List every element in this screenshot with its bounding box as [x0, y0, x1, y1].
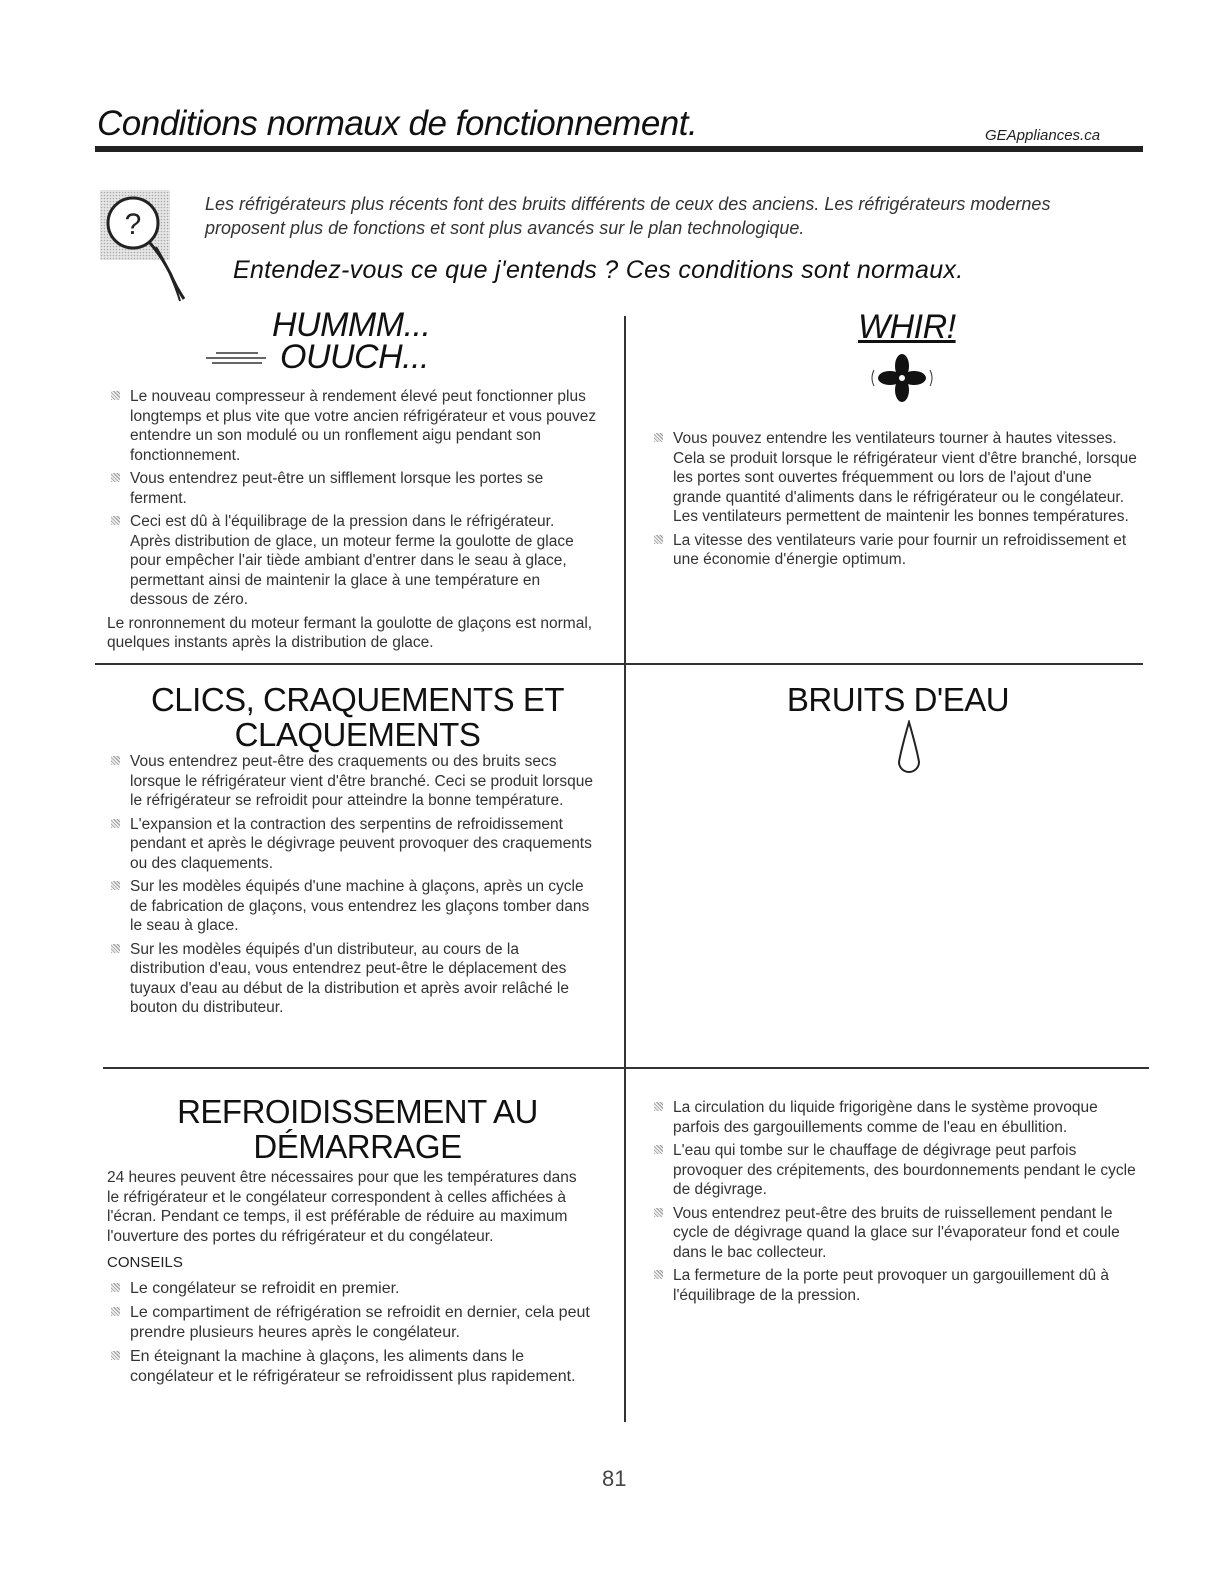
eau-section — [650, 1098, 1142, 1309]
list-item: Vous pouvez entendre les ventilateurs tourner à hautes vitesses. Cela se produit lorsque le réfrigérateur vient d'être branché, lorsque les portes sont ouvertes fréquemment ou lors de l'ajout d'une grande quantité d'aliments dans le réfrigérateur ou le congélateur. Les ventilateurs permettent de maintenir les bonnes températures. — [650, 429, 1142, 527]
ouuch-title: OUUCH... — [280, 338, 429, 376]
list-item: Vous entendrez peut-être des bruits de ruissellement pendant le cycle de dégivrage quand la glace sur l'évaporateur fond et coule dans le bac collecteur. — [650, 1204, 1142, 1263]
humm-section — [107, 387, 597, 653]
intro-text: Les réfrigérateurs plus récents font des bruits différents de ceux des anciens. Les réfrigérateurs modernes proposent plus de fonctions et sont plus avancés sur le plan technologique. — [205, 194, 1051, 238]
list-item: La fermeture de la porte peut provoquer un gargouillement dû à l'équilibrage de la pression. — [650, 1266, 1142, 1305]
list-item: Ceci est dû à l'équilibrage de la pression dans le réfrigérateur. Après distribution de glace, un moteur ferme la goulotte de glace pour empêcher l'air tiède ambiant d'entrer dans le seau à glace, permettant ainsi de maintenir la glace à une température en dessous de zéro. — [107, 512, 597, 610]
vibration-lines-icon — [206, 350, 266, 366]
svg-text:?: ? — [124, 208, 142, 241]
list-item: Vous entendrez peut-être un sifflement lorsque les portes se ferment. — [107, 469, 597, 508]
page-number: 81 — [602, 1466, 627, 1491]
fan-icon — [866, 350, 938, 406]
header-rule — [95, 146, 1143, 152]
page-title: Conditions normaux de fonctionnement. — [97, 104, 698, 143]
list-item: La vitesse des ventilateurs varie pour fournir un refroidissement et une économie d'énergie optimum. — [650, 531, 1142, 570]
question-mark-ear-icon — [100, 185, 200, 305]
site-url: GEAppliances.ca — [985, 127, 1101, 144]
refroid-text: 24 heures peuvent être nécessaires pour que les températures dans le réfrigérateur et le congélateur correspondent à celles affichées à l'écran. Pendant ce temps, il est préférable de réduire au maximum l'ouverture des portes du réfrigérateur et du congélateur. — [107, 1169, 577, 1245]
row-divider-2 — [103, 1067, 1149, 1069]
water-drop-icon — [895, 720, 923, 780]
list-item: Sur les modèles équipés d'un distributeur, au cours de la distribution d'eau, vous entendrez peut-être le déplacement des tuyaux d'eau au début de la distribution et après avoir relâché le bouton du distributeur. — [107, 940, 597, 1018]
eau-title: BRUITS D'EAU — [786, 681, 1010, 718]
list-item: L'eau qui tombe sur le chauffage de dégivrage peut parfois provoquer des crépitements, des bourdonnements pendant le cycle de dégivrage. — [650, 1141, 1142, 1200]
list-item: Sur les modèles équipés d'une machine à glaçons, après un cycle de fabrication de glaçons, vous entendrez les glaçons tomber dans le seau à glace. — [107, 877, 597, 936]
list-item: Vous entendrez peut-être des craquements ou des bruits secs lorsque le réfrigérateur vient d'être branché. Ceci se produit lorsque le réfrigérateur se refroidit pour atteindre la bonne température. — [107, 752, 597, 811]
humm-title: HUMMM... — [272, 306, 431, 344]
conseils-label: CONSEILS — [107, 1254, 183, 1271]
clics-title: CLICS, CRAQUEMENTS ET CLAQUEMENTS — [150, 681, 565, 753]
list-item: En éteignant la machine à glaçons, les aliments dans le congélateur et le réfrigérateur se refroidissent plus rapidement. — [107, 1347, 592, 1387]
refroid-title: REFROIDISSEMENT AU DÉMARRAGE — [177, 1093, 538, 1165]
tagline: Entendez-vous ce que j'entends ? Ces conditions sont normaux. — [233, 256, 964, 284]
row-divider-1 — [95, 663, 1143, 665]
list-item: L'expansion et la contraction des serpentins de refroidissement pendant et après le dégivrage peuvent provoquer des craquements ou des claquements. — [107, 815, 597, 874]
list-item: La circulation du liquide frigorigène dans le système provoque parfois des gargouillements comme de l'eau en ébullition. — [650, 1098, 1142, 1137]
column-divider — [624, 316, 626, 1422]
humm-note: Le ronronnement du moteur fermant la goulotte de glaçons est normal, quelques instants après la distribution de glace. — [107, 614, 593, 651]
whir-title: WHIR! — [858, 308, 956, 346]
list-item: Le nouveau compresseur à rendement élevé peut fonctionner plus longtemps et plus vite que votre ancien réfrigérateur et vous pouvez entendre un son modulé ou un ronflement aigu pendant son fonctionnement. — [107, 387, 597, 465]
whir-section — [650, 429, 1142, 574]
clics-section — [107, 752, 597, 1022]
list-item: Le congélateur se refroidit en premier. — [107, 1279, 592, 1299]
refroid-section — [107, 1168, 592, 1391]
list-item: Le compartiment de réfrigération se refroidit en dernier, cela peut prendre plusieurs heures après le congélateur. — [107, 1303, 592, 1343]
